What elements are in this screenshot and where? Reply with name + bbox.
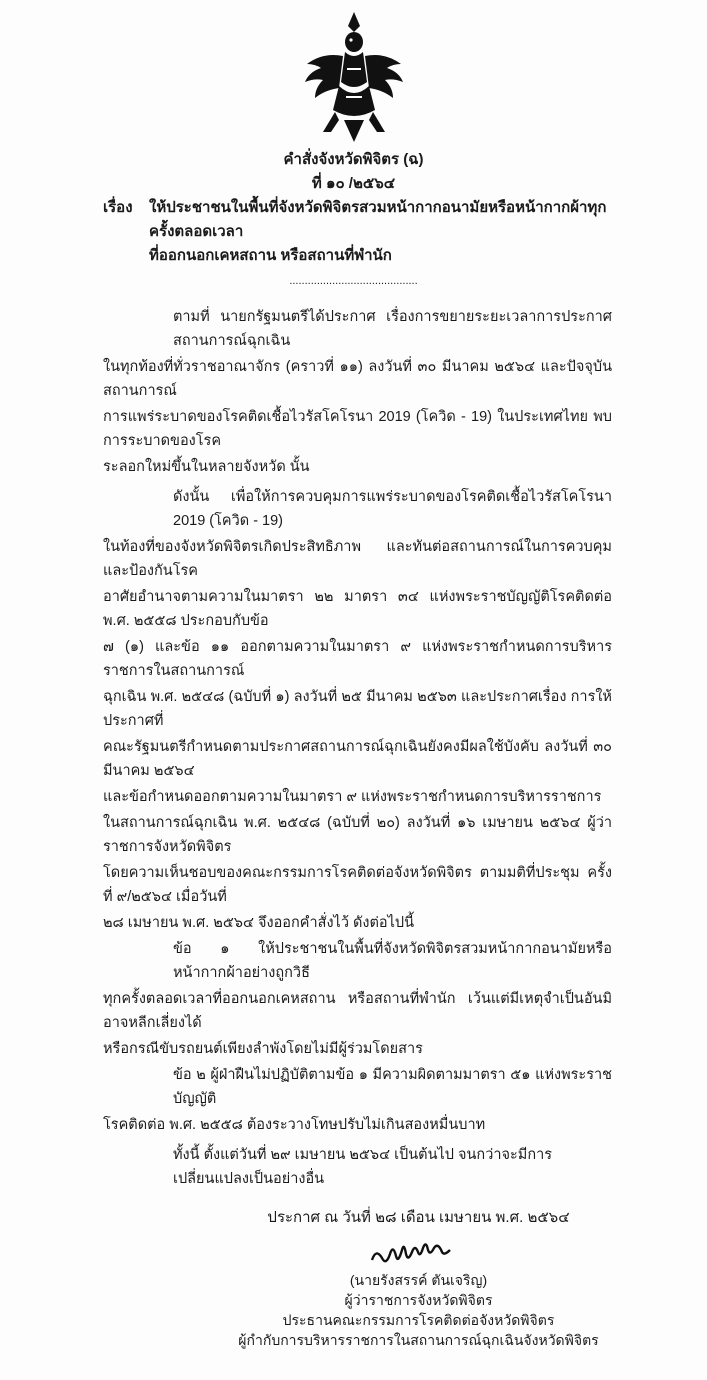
- text-line: โรคติดต่อ พ.ศ. ๒๕๕๘ ต้องระวางโทษปรับไม่เกินสองหมื่นบาท: [103, 1117, 486, 1133]
- text-line: ฉุกเฉิน พ.ศ. ๒๕๔๘ (ฉบับที่ ๑) ลงวันที่ ๒๕ มีนาคม ๒๕๖๓ และประกาศเรื่อง การให้ประกาศที่: [103, 689, 612, 729]
- signature-icon: [320, 1240, 520, 1270]
- subject-line: ที่ออกนอกเคหสถาน หรือสถานที่พำนัก: [149, 247, 392, 264]
- text-line: ข้อ ๒ ผู้ฝ่าฝืนไม่ปฏิบัติตามข้อ ๑ มีความผิดตามมาตรา ๕๑ แห่งพระราชบัญญัติ: [173, 1067, 612, 1107]
- text-line: คณะรัฐมนตรีกำหนดตามประกาศสถานการณ์ฉุกเฉินยังคงมีผลใช้บังคับ ลงวันที่ ๓๐ มีนาคม ๒๕๖๔: [103, 739, 612, 779]
- text-line: ตามที่ นายกรัฐมนตรีได้ประกาศ เรื่องการขยายระยะเวลาการประกาศสถานการณ์ฉุกเฉิน: [173, 309, 612, 349]
- text-line: ๒๘ เมษายน พ.ศ. ๒๕๖๔ จึงออกคำสั่งไว้ ดังต่อไปนี้: [103, 915, 415, 931]
- signer-title: ประธานคณะกรรมการโรคติดต่อจังหวัดพิจิตร: [282, 1312, 555, 1328]
- text-line: ในทุกท้องที่ทั่วราชอาณาจักร (คราวที่ ๑๑) ลงวันที่ ๓๐ มีนาคม ๒๕๖๔ และปัจจุบันสถานการณ์: [103, 359, 612, 399]
- order-number: ที่ ๑๐ /๒๕๖๔: [311, 175, 396, 192]
- paragraph: [103, 1062, 612, 1138]
- separator: ..........................................: [289, 275, 418, 287]
- subject: [103, 196, 623, 268]
- document-body: [103, 304, 612, 1192]
- text-line: ทั้งนี้ ตั้งแต่วันที่ ๒๙ เมษายน ๒๕๖๔ เป็นต้นไป จนกว่าจะมีการเปลี่ยนแปลงเป็นอย่างอื่น: [173, 1147, 553, 1187]
- subject-lines: [149, 196, 623, 268]
- paragraph: [103, 1142, 612, 1192]
- signer-title: ผู้ว่าราชการจังหวัดพิจิตร: [344, 1292, 493, 1308]
- order-title: คำสั่งจังหวัดพิจิตร (ฉ): [283, 151, 424, 168]
- text-line: ดังนั้น เพื่อให้การควบคุมการแพร่ระบาดของโรคติดเชื้อไวรัสโคโรนา 2019 (โควิด - 19): [173, 489, 612, 529]
- paragraph: [103, 304, 612, 480]
- text-line: ในท้องที่ของจังหวัดพิจิตรเกิดประสิทธิภาพ และทันต่อสถานการณ์ในการควบคุม และป้องกันโรค: [103, 539, 612, 579]
- text-line: และข้อกำหนดออกตามความในมาตรา ๙ แห่งพระราชกำหนดการบริหารราชการ: [103, 789, 602, 805]
- announcement-date: ประกาศ ณ วันที่ ๒๘ เดือน เมษายน พ.ศ. ๒๕๖๔: [267, 1209, 570, 1226]
- paragraph: [103, 936, 612, 1062]
- text-line: หรือกรณีขับรถยนต์เพียงลำพังโดยไม่มีผู้ร่วมโดยสาร: [103, 1041, 423, 1057]
- text-line: ๗ (๑) และข้อ ๑๑ ออกตามความในมาตรา ๙ แห่งพระราชกำหนดการบริหารราชการในสถานการณ์: [103, 639, 612, 679]
- signer-name: (นายรังสรรค์ ตันเจริญ): [349, 1272, 488, 1288]
- subject-label: เรื่อง: [103, 199, 133, 216]
- text-line: ระลอกใหม่ขึ้นในหลายจังหวัด นั้น: [103, 459, 310, 475]
- subject-line: ให้ประชาชนในพื้นที่จังหวัดพิจิตรสวมหน้ากากอนามัยหรือหน้ากากผ้าทุกครั้งตลอดเวลา: [149, 199, 607, 240]
- text-line: การแพร่ระบาดของโรคติดเชื้อไวรัสโคโรนา 2019 (โควิด - 19) ในประเทศไทย พบการระบาดของโรค: [103, 409, 612, 449]
- signer-block: [130, 1270, 707, 1350]
- text-line: ทุกครั้งตลอดเวลาที่ออกนอกเคหสถาน หรือสถานที่พำนัก เว้นแต่มีเหตุจำเป็นอันมิอาจหลีกเลี่ยงได้: [103, 991, 612, 1031]
- text-line: โดยความเห็นชอบของคณะกรรมการโรคติดต่อจังหวัดพิจิตร ตามมติที่ประชุม ครั้งที่ ๙/๒๕๖๔ เมื่อวันที่: [103, 865, 612, 905]
- paragraph: [103, 484, 612, 936]
- text-line: ข้อ ๑ ให้ประชาชนในพื้นที่จังหวัดพิจิตรสวมหน้ากากอนามัยหรือหน้ากากผ้าอย่างถูกวิธี: [173, 941, 612, 981]
- garuda-emblem-icon: [299, 8, 409, 148]
- text-line: อาศัยอำนาจตามความในมาตรา ๒๒ มาตรา ๓๔ แห่งพระราชบัญญัติโรคติดต่อ พ.ศ. ๒๕๕๘ ประกอบกับข้อ: [103, 589, 612, 629]
- text-line: ในสถานการณ์ฉุกเฉิน พ.ศ. ๒๕๔๘ (ฉบับที่ ๒๐) ลงวันที่ ๑๖ เมษายน ๒๕๖๔ ผู้ว่าราชการจังหวัดพิจิตร: [103, 815, 612, 855]
- signer-title: ผู้กำกับการบริหารราชการในสถานการณ์ฉุกเฉินจังหวัดพิจิตร: [238, 1332, 599, 1348]
